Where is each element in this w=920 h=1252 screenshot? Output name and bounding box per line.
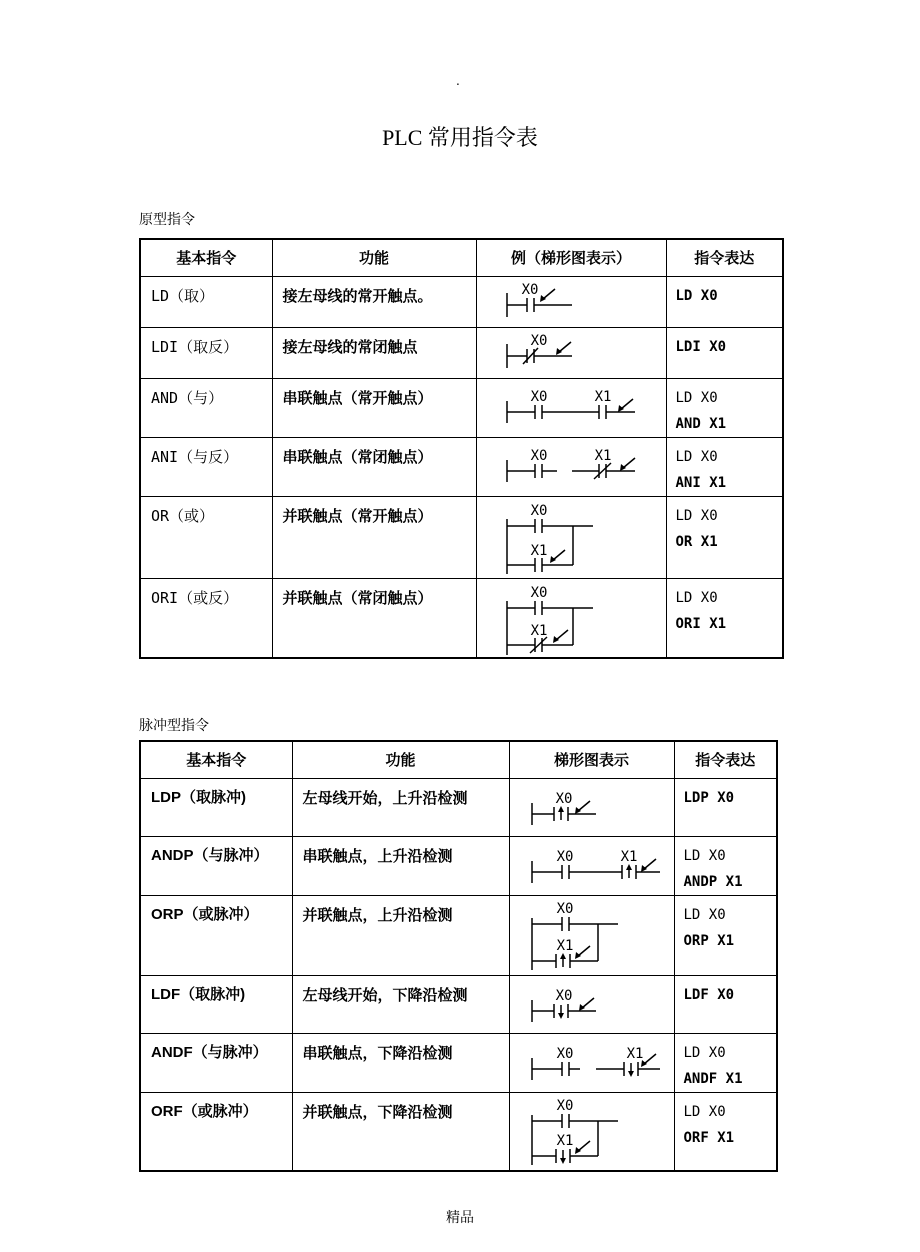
ladder-or-diagram xyxy=(477,497,667,579)
table-basic-instructions xyxy=(139,238,784,659)
ladder-ldp-diagram xyxy=(510,779,675,837)
instruction-name: ANDF（与脉冲） xyxy=(151,1043,268,1061)
header-cell: 指令表达 xyxy=(674,741,777,778)
table-row xyxy=(140,895,777,975)
contact-label: X1 xyxy=(556,937,573,954)
instruction-function: 并联触点，下降沿检测 xyxy=(302,1102,453,1121)
table-header-row xyxy=(140,239,783,276)
instruction-name: ANI（与反） xyxy=(151,447,239,466)
table-row xyxy=(140,437,783,496)
instruction-function: 串联触点，下降沿检测 xyxy=(302,1043,453,1062)
instruction-name: AND（与） xyxy=(151,388,224,407)
contact-label: X1 xyxy=(594,388,611,405)
instruction-name: ORI（或反） xyxy=(151,588,239,607)
header-cell: 功能 xyxy=(272,239,476,276)
table-row xyxy=(140,327,783,378)
table-row xyxy=(140,975,777,1033)
instruction-code: LD X0 ANDP X1 xyxy=(683,847,743,890)
instruction-code: LDF X0 xyxy=(683,986,735,1003)
instruction-function: 左母线开始，下降沿检测 xyxy=(302,985,468,1004)
header-cell: 指令表达 xyxy=(666,239,783,276)
instruction-function: 并联触点（常开触点） xyxy=(282,506,433,525)
instruction-code: LD X0 OR X1 xyxy=(675,507,718,550)
instruction-function: 左母线开始，上升沿检测 xyxy=(302,788,468,807)
table-pulse-instructions xyxy=(139,740,778,1172)
table-row xyxy=(140,378,783,437)
ladder-ori-diagram xyxy=(477,579,667,659)
instruction-code: LDI X0 xyxy=(675,338,727,355)
contact-label: X1 xyxy=(530,622,547,639)
table-row xyxy=(140,276,783,327)
page-title: PLC 常用指令表 xyxy=(382,125,538,150)
instruction-function: 串联触点（常开触点） xyxy=(282,388,433,407)
contact-label: X1 xyxy=(556,1132,573,1149)
section-label-basic: 原型指令 xyxy=(139,212,195,228)
instruction-function: 接左母线的常闭触点 xyxy=(282,337,418,356)
ladder-ldf-diagram xyxy=(510,976,675,1034)
contact-label: X1 xyxy=(620,848,637,865)
contact-label: X0 xyxy=(556,1045,573,1062)
header-cell: 基本指令 xyxy=(140,239,272,276)
instruction-function: 并联触点（常闭触点） xyxy=(282,588,433,607)
instruction-name: ORF（或脉冲） xyxy=(151,1102,258,1120)
section-label-pulse: 脉冲型指令 xyxy=(139,718,209,734)
instruction-code: LD X0 ORP X1 xyxy=(683,906,735,949)
instruction-code: LD X0 AND X1 xyxy=(675,389,727,432)
ladder-andf-diagram xyxy=(510,1034,675,1092)
table-row xyxy=(140,836,777,895)
header-cell: 梯形图表示 xyxy=(509,741,674,778)
contact-label: X0 xyxy=(530,502,547,519)
footer-label: 精品 xyxy=(446,1210,474,1226)
contact-label: X0 xyxy=(555,790,572,807)
instruction-code: LD X0 ANDF X1 xyxy=(683,1044,743,1087)
instruction-name: LDI（取反） xyxy=(151,337,239,356)
contact-label: X1 xyxy=(626,1045,643,1062)
table-row xyxy=(140,578,783,658)
instruction-function: 串联触点（常闭触点） xyxy=(282,447,433,466)
instruction-code: LD X0 xyxy=(675,287,718,304)
instruction-name: LD（取） xyxy=(151,286,215,305)
header-mark: . xyxy=(456,74,460,88)
table-row xyxy=(140,496,783,578)
table-row xyxy=(140,778,777,836)
instruction-function: 并联触点，上升沿检测 xyxy=(302,905,453,924)
instruction-name: ORP（或脉冲） xyxy=(151,905,259,923)
contact-label: X1 xyxy=(594,447,611,464)
contact-label: X0 xyxy=(556,848,573,865)
ladder-ldi-diagram xyxy=(477,328,667,379)
instruction-code: LD X0 ORF X1 xyxy=(683,1103,735,1146)
ladder-orp-diagram xyxy=(510,896,675,976)
ladder-and-diagram xyxy=(477,379,667,436)
contact-label: X0 xyxy=(556,900,573,917)
header-cell: 基本指令 xyxy=(140,741,292,778)
ladder-andp-diagram xyxy=(510,837,675,895)
contact-label: X1 xyxy=(530,542,547,559)
instruction-code: LDP X0 xyxy=(683,789,735,806)
contact-label: X0 xyxy=(521,281,538,298)
ladder-orf-diagram xyxy=(510,1093,675,1172)
instruction-code: LD X0 ANI X1 xyxy=(675,448,727,491)
instruction-function: 接左母线的常开触点。 xyxy=(282,286,433,305)
contact-label: X0 xyxy=(530,447,547,464)
header-cell: 例（梯形图表示） xyxy=(476,239,666,276)
table-row xyxy=(140,1033,777,1092)
contact-label: X0 xyxy=(530,332,547,349)
instruction-name: OR（或） xyxy=(151,506,215,525)
instruction-name: LDP（取脉冲) xyxy=(151,788,246,806)
table-header-row xyxy=(140,741,777,778)
ladder-ani-diagram xyxy=(477,438,667,495)
contact-label: X0 xyxy=(530,388,547,405)
header-cell: 功能 xyxy=(292,741,509,778)
contact-label: X0 xyxy=(530,584,547,601)
ladder-ld-diagram xyxy=(477,277,667,328)
instruction-function: 串联触点，上升沿检测 xyxy=(302,846,453,865)
contact-label: X0 xyxy=(556,1097,573,1114)
instruction-name: ANDP（与脉冲） xyxy=(151,846,269,864)
instruction-name: LDF（取脉冲) xyxy=(151,985,246,1003)
instruction-code: LD X0 ORI X1 xyxy=(675,589,727,632)
contact-label: X0 xyxy=(555,987,572,1004)
table-row xyxy=(140,1092,777,1171)
